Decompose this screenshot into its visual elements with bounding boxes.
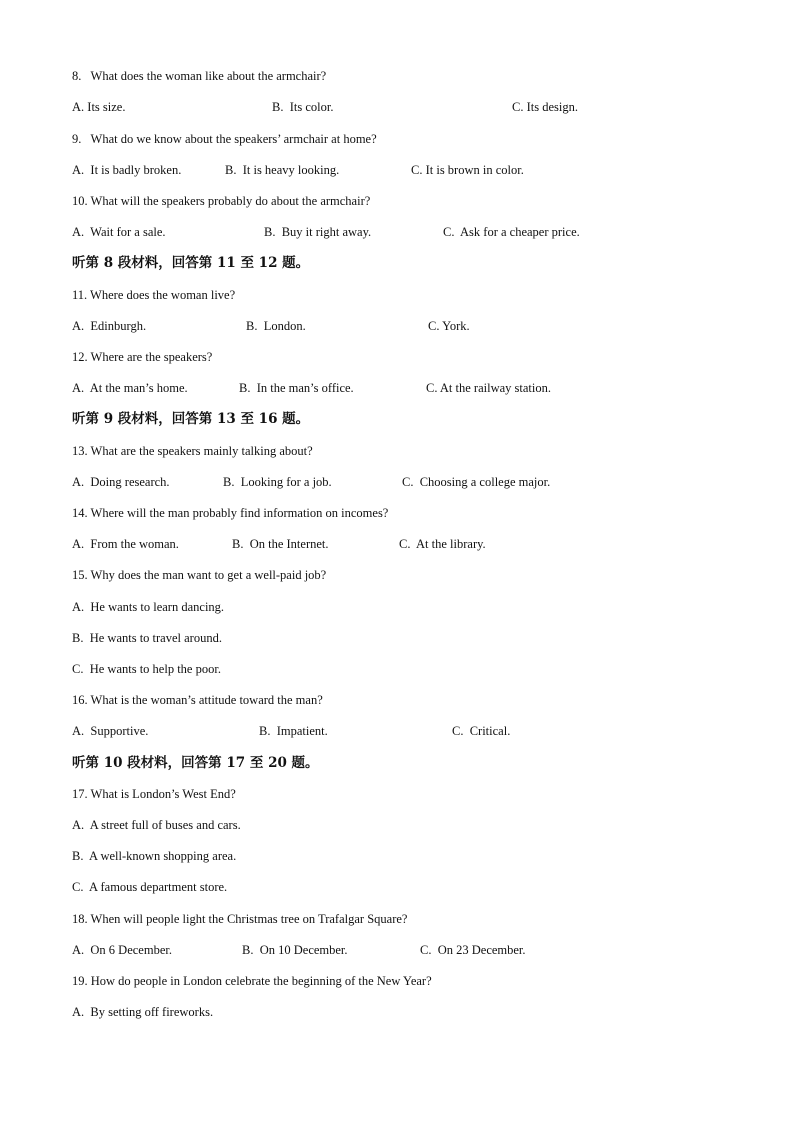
section-heading-9: 听第 9 段材料，回答第 13 至 16 题。 bbox=[72, 411, 310, 427]
q10-option-b: B. Buy it right away. bbox=[264, 225, 372, 239]
q9-option-a: A. It is badly broken. bbox=[72, 163, 182, 177]
q9-option-c: C. It is brown in color. bbox=[411, 163, 524, 177]
q10-option-a: A. Wait for a sale. bbox=[72, 225, 166, 239]
q8-option-a: A. Its size. bbox=[72, 100, 126, 114]
section-heading-8: 听第 8 段材料，回答第 11 至 12 题。 bbox=[72, 255, 310, 271]
q12-option-b: B. In the man’s office. bbox=[239, 381, 354, 395]
q14-option-c: C. At the library. bbox=[399, 537, 486, 551]
q18-option-b: B. On 10 December. bbox=[242, 943, 348, 957]
q15-option-a: A. He wants to learn dancing. bbox=[72, 600, 225, 614]
question-19: 19. How do people in London celebrate the beginning of the New Year? bbox=[72, 974, 432, 988]
q17-option-b: B. A well-known shopping area. bbox=[72, 849, 237, 863]
q15-option-c: C. He wants to help the poor. bbox=[72, 662, 221, 676]
question-18: 18. When will people light the Christmas tree on Trafalgar Square? bbox=[72, 912, 408, 926]
q11-option-b: B. London. bbox=[246, 319, 306, 333]
question-10: 10. What will the speakers probably do about the armchair? bbox=[72, 194, 371, 208]
question-17: 17. What is London’s West End? bbox=[72, 787, 236, 801]
question-12: 12. Where are the speakers? bbox=[72, 350, 213, 364]
q14-option-b: B. On the Internet. bbox=[232, 537, 329, 551]
q13-option-a: A. Doing research. bbox=[72, 475, 170, 489]
q13-option-c: C. Choosing a college major. bbox=[402, 475, 551, 489]
question-8: 8. What does the woman like about the armchair? bbox=[72, 69, 327, 83]
q19-option-a: A. By setting off fireworks. bbox=[72, 1005, 214, 1019]
q13-option-b: B. Looking for a job. bbox=[223, 475, 332, 489]
q8-option-b: B. Its color. bbox=[272, 100, 334, 114]
question-15: 15. Why does the man want to get a well-paid job? bbox=[72, 568, 327, 582]
q16-option-c: C. Critical. bbox=[452, 724, 511, 738]
q17-option-c: C. A famous department store. bbox=[72, 880, 228, 894]
question-14: 14. Where will the man probably find information on incomes? bbox=[72, 506, 389, 520]
question-13: 13. What are the speakers mainly talking about? bbox=[72, 444, 313, 458]
question-16: 16. What is the woman’s attitude toward the man? bbox=[72, 693, 323, 707]
question-11: 11. Where does the woman live? bbox=[72, 288, 236, 302]
q18-option-c: C. On 23 December. bbox=[420, 943, 526, 957]
q17-option-a: A. A street full of buses and cars. bbox=[72, 818, 241, 832]
q12-option-a: A. At the man’s home. bbox=[72, 381, 188, 395]
q16-option-b: B. Impatient. bbox=[259, 724, 328, 738]
q16-option-a: A. Supportive. bbox=[72, 724, 149, 738]
q10-option-c: C. Ask for a cheaper price. bbox=[443, 225, 580, 239]
q14-option-a: A. From the woman. bbox=[72, 537, 179, 551]
section-heading-10: 听第 10 段材料，回答第 17 至 20 题。 bbox=[72, 755, 319, 771]
q12-option-c: C. At the railway station. bbox=[426, 381, 551, 395]
q8-option-c: C. Its design. bbox=[512, 100, 578, 114]
q9-option-b: B. It is heavy looking. bbox=[225, 163, 340, 177]
q11-option-a: A. Edinburgh. bbox=[72, 319, 147, 333]
question-9: 9. What do we know about the speakers’ armchair at home? bbox=[72, 132, 377, 146]
q11-option-c: C. York. bbox=[428, 319, 470, 333]
q18-option-a: A. On 6 December. bbox=[72, 943, 172, 957]
q15-option-b: B. He wants to travel around. bbox=[72, 631, 222, 645]
